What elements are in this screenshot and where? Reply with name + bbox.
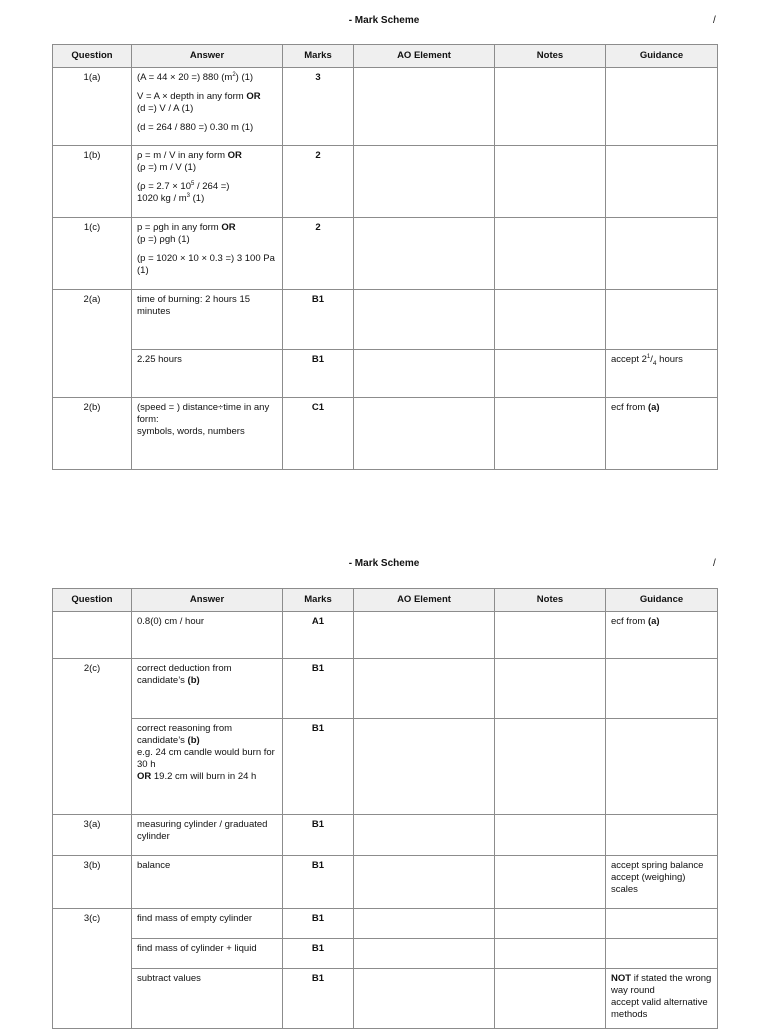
answer-line: (d = 264 / 880 =) 0.30 m (1) [137, 121, 254, 133]
guidance-cell [606, 218, 718, 290]
answer-cell: balance [132, 856, 283, 909]
marks-cell: C1 [283, 398, 354, 470]
table-row [53, 969, 718, 1029]
fraction-denominator: 4 [652, 360, 657, 368]
col-marks: Marks [283, 589, 354, 612]
answer-text: 1020 kg / m [137, 192, 187, 204]
superscript: 2 [232, 72, 236, 78]
marks-cell: 2 [283, 146, 354, 218]
marks-cell: B1 [283, 909, 354, 939]
notes-cell [495, 398, 606, 470]
notes-cell [495, 612, 606, 659]
fraction-slash: / [650, 354, 653, 366]
table-row [53, 659, 718, 719]
table-row [53, 815, 718, 856]
answer-cell: 0.8(0) cm / hour [132, 612, 283, 659]
col-notes: Notes [495, 589, 606, 612]
answer-cell: 2.25 hours [132, 350, 283, 398]
notes-cell [495, 719, 606, 815]
question-cell: 1(b) [53, 146, 132, 218]
notes-cell [495, 815, 606, 856]
answer-line: symbols, words, numbers [137, 425, 245, 437]
col-ao-element: AO Element [354, 45, 495, 68]
guidance-cell [606, 146, 718, 218]
ao-cell [354, 856, 495, 909]
col-guidance: Guidance [606, 589, 718, 612]
page2-header-row [53, 589, 718, 612]
guidance-line [611, 973, 712, 997]
marks-cell: B1 [283, 659, 354, 719]
guidance-cell [606, 856, 718, 909]
guidance-text: ecf from [611, 616, 648, 627]
answer-cell [132, 146, 283, 218]
page1-header-title: - Mark Scheme [348, 15, 420, 26]
guidance-cell [606, 909, 718, 939]
or-keyword: OR [221, 222, 236, 233]
guidance-cell [606, 939, 718, 969]
ao-cell [354, 146, 495, 218]
answer-text: V = A × depth in any form [137, 91, 247, 103]
ao-cell [354, 218, 495, 290]
answer-cell: time of burning: 2 hours 15 minutes [132, 290, 283, 350]
answer-cell [132, 218, 283, 290]
answer-line [137, 771, 277, 783]
guidance-cell [606, 815, 718, 856]
question-cell: 1(c) [53, 218, 132, 290]
notes-cell [495, 146, 606, 218]
ao-cell [354, 659, 495, 719]
answer-cell: find mass of empty cylinder [132, 909, 283, 939]
answer-line [137, 222, 277, 234]
table-row [53, 350, 718, 398]
col-answer: Answer [132, 45, 283, 68]
guidance-text: accept 2 [611, 354, 647, 366]
col-notes: Notes [495, 45, 606, 68]
guidance-cell [606, 719, 718, 815]
question-cell: 3(a) [53, 815, 132, 856]
question-cell: 3(c) [53, 909, 132, 1029]
answer-text: ρ = m / V in any form [137, 150, 228, 161]
page1-header-row [53, 45, 718, 68]
answer-line: (p =) ρgh (1) [137, 233, 190, 245]
ao-cell [354, 350, 495, 398]
marks-cell: B1 [283, 939, 354, 969]
table-row [53, 290, 718, 350]
page1-mark-table [52, 44, 718, 470]
answer-line: (ρ =) m / V (1) [137, 161, 196, 173]
or-keyword: OR [227, 150, 242, 161]
guidance-cell [606, 612, 718, 659]
table-row [53, 909, 718, 939]
question-cell [53, 612, 132, 659]
answer-line: e.g. 24 cm candle would burn for 30 h [137, 746, 275, 770]
ao-cell [354, 290, 495, 350]
superscript: 3 [186, 192, 190, 199]
table-row [53, 218, 718, 290]
guidance-cell [606, 68, 718, 146]
notes-cell [495, 659, 606, 719]
answer-text: ) (1) [235, 72, 254, 84]
answer-cell [132, 68, 283, 146]
page2-header-slash: / [713, 558, 716, 569]
guidance-text: if stated the wrong way round [611, 973, 712, 996]
answer-cell: measuring cylinder / graduated cylinder [132, 815, 283, 856]
answer-line [137, 150, 277, 162]
col-question: Question [53, 589, 132, 612]
guidance-line: accept valid alternative methods [611, 996, 708, 1020]
answer-line [137, 181, 277, 193]
col-ao-element: AO Element [354, 589, 495, 612]
answer-ref: (b) [187, 674, 200, 686]
marks-cell: B1 [283, 856, 354, 909]
fraction-numerator: 1 [646, 354, 651, 360]
answer-text: / 264 =) [194, 180, 230, 192]
table-row [53, 68, 718, 146]
answer-cell: find mass of cylinder + liquid [132, 939, 283, 969]
guidance-cell [606, 398, 718, 470]
notes-cell [495, 290, 606, 350]
answer-cell [132, 719, 283, 815]
ao-cell [354, 909, 495, 939]
ao-cell [354, 939, 495, 969]
ao-cell [354, 612, 495, 659]
answer-line [137, 72, 277, 84]
page2-header [0, 558, 768, 572]
answer-text: (ρ = 2.7 × 10 [137, 180, 191, 192]
table-row [53, 939, 718, 969]
marks-cell: B1 [283, 969, 354, 1029]
notes-cell [495, 68, 606, 146]
notes-cell [495, 969, 606, 1029]
guidance-cell [606, 969, 718, 1029]
guidance-cell [606, 290, 718, 350]
table-row [53, 856, 718, 909]
or-keyword: OR [137, 770, 152, 782]
table-row [53, 146, 718, 218]
marks-cell: 3 [283, 68, 354, 146]
table-row [53, 719, 718, 815]
table-row [53, 612, 718, 659]
notes-cell [495, 939, 606, 969]
col-marks: Marks [283, 45, 354, 68]
question-cell: 3(b) [53, 856, 132, 909]
ao-cell [354, 398, 495, 470]
col-guidance: Guidance [606, 45, 718, 68]
guidance-line: accept spring balance [611, 860, 704, 871]
answer-cell [132, 398, 283, 470]
notes-cell [495, 856, 606, 909]
question-cell: 2(c) [53, 659, 132, 815]
guidance-ref: (a) [647, 402, 660, 413]
marks-cell: A1 [283, 612, 354, 659]
notes-cell [495, 218, 606, 290]
page2-mark-table [52, 588, 718, 1029]
ao-cell [354, 815, 495, 856]
table-row [53, 398, 718, 470]
answer-text: correct deduction from candidate’s [137, 663, 232, 686]
marks-cell: 2 [283, 218, 354, 290]
answer-cell: subtract values [132, 969, 283, 1029]
answer-line: (speed = ) distance÷time in any form: [137, 402, 270, 425]
marks-cell: B1 [283, 815, 354, 856]
answer-ref: (b) [187, 734, 200, 746]
answer-line [137, 723, 277, 747]
notes-cell [495, 909, 606, 939]
ao-cell [354, 68, 495, 146]
col-answer: Answer [132, 589, 283, 612]
marks-cell: B1 [283, 350, 354, 398]
notes-cell [495, 350, 606, 398]
guidance-cell [606, 350, 718, 398]
guidance-text: ecf from [611, 402, 648, 413]
ao-cell [354, 969, 495, 1029]
answer-text: (1) [189, 192, 205, 204]
answer-line: (p = 1020 × 10 × 0.3 =) 3 100 Pa (1) [137, 252, 275, 276]
not-keyword: NOT [611, 973, 632, 984]
superscript: 5 [191, 180, 195, 187]
question-cell: 2(a) [53, 290, 132, 398]
answer-text: 19.2 cm will burn in 24 h [151, 770, 257, 782]
answer-text: (A = 44 × 20 =) 880 (m [137, 72, 233, 84]
question-cell: 2(b) [53, 398, 132, 470]
answer-line: (d =) V / A (1) [137, 102, 194, 114]
or-keyword: OR [246, 91, 261, 103]
question-cell: 1(a) [53, 68, 132, 146]
col-question: Question [53, 45, 132, 68]
guidance-ref: (a) [647, 616, 660, 627]
answer-text: correct reasoning from candidate’s [137, 723, 233, 746]
answer-line [137, 91, 277, 103]
page1-header [0, 15, 768, 29]
marks-cell: B1 [283, 290, 354, 350]
answer-line [137, 193, 277, 205]
answer-text: p = ρgh in any form [137, 222, 222, 233]
ao-cell [354, 719, 495, 815]
guidance-text: hours [656, 354, 683, 366]
answer-cell [132, 659, 283, 719]
guidance-cell [606, 659, 718, 719]
page1-header-slash: / [713, 15, 716, 26]
page2-header-title: - Mark Scheme [348, 558, 420, 569]
marks-cell: B1 [283, 719, 354, 815]
guidance-line: accept (weighing) scales [611, 871, 686, 895]
